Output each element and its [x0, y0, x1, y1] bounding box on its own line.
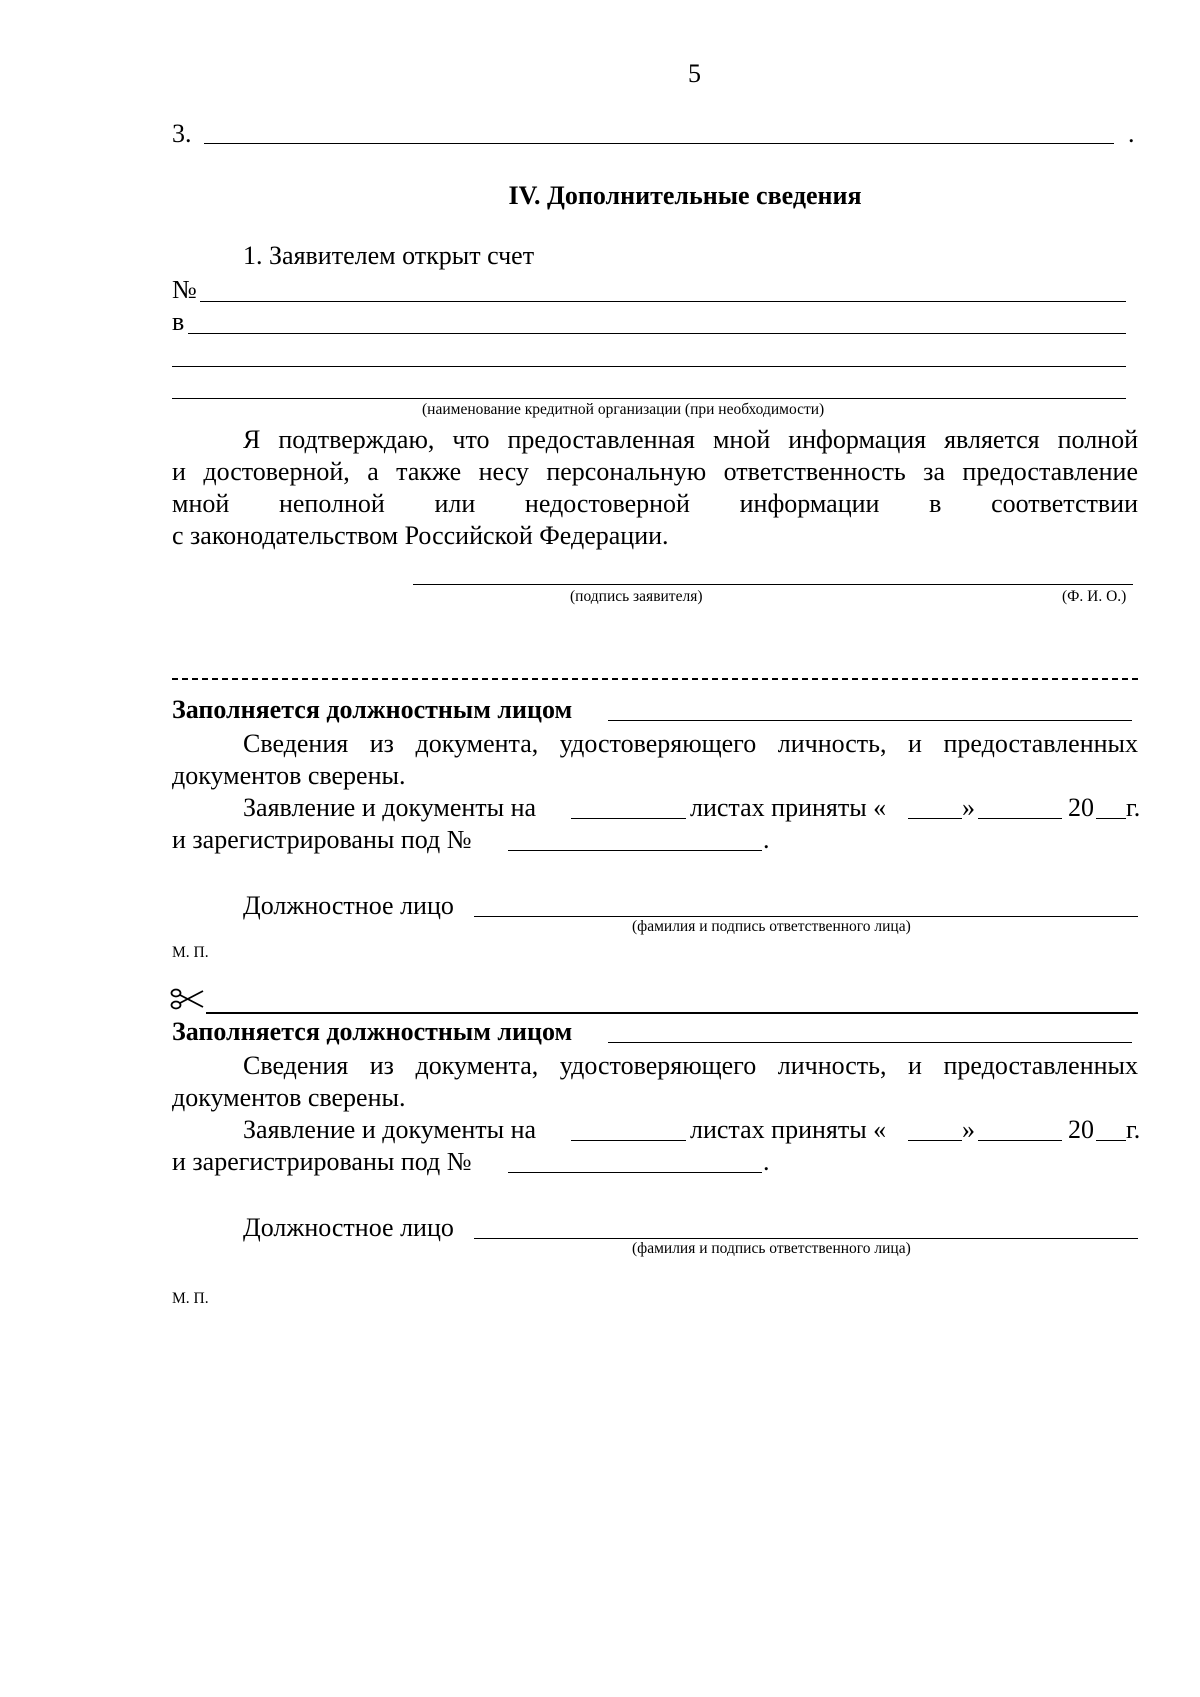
- official-label: Должностное лицо: [243, 891, 454, 920]
- section-title: IV. Дополнительные сведения: [508, 181, 862, 210]
- docs-prefix: Заявление и документы на: [243, 793, 537, 822]
- sheets-count-field[interactable]: [571, 1140, 686, 1141]
- verify-line-1: Сведения из документа, удостоверяющего личность, и предоставленных: [243, 1051, 1138, 1080]
- confirmation-line-4: с законодательством Российской Федерации.: [172, 521, 669, 550]
- stamp-label: М. П.: [172, 944, 209, 961]
- official-heading: Заполняется должностным лицом: [172, 1017, 573, 1046]
- registration-number-field[interactable]: [508, 1172, 762, 1173]
- bank-name-field-2[interactable]: [172, 366, 1126, 367]
- day-field[interactable]: [908, 1140, 962, 1141]
- bank-name-field-1[interactable]: [188, 333, 1126, 334]
- official-heading: Заполняется должностным лицом: [172, 695, 573, 724]
- confirmation-line-3: мной неполной или недостоверной информации в соответствии: [172, 489, 1138, 518]
- verify-line-1: Сведения из документа, удостоверяющего личность, и предоставленных: [243, 729, 1138, 758]
- official-heading-field[interactable]: [608, 1042, 1132, 1043]
- bank-caption: (наименование кредитной организации (при необходимости): [422, 401, 825, 418]
- confirmation-line-1: Я подтверждаю, что предоставленная мной информация является полной: [243, 425, 1138, 454]
- official-label: Должностное лицо: [243, 1213, 454, 1242]
- page-number: 5: [688, 59, 701, 88]
- confirmation-line-2: и достоверной, а также несу персональную ответственность за предоставление: [172, 457, 1138, 486]
- docs-middle: листах приняты «: [690, 793, 887, 822]
- verify-line-2: документов сверены.: [172, 1083, 406, 1112]
- stamp-label: М. П.: [172, 1290, 209, 1307]
- month-field[interactable]: [978, 818, 1062, 819]
- docs-prefix: Заявление и документы на: [243, 1115, 537, 1144]
- official-caption: (фамилия и подпись ответственного лица): [632, 918, 911, 935]
- fio-caption: (Ф. И. О.): [1062, 588, 1127, 605]
- official-signature-field[interactable]: [474, 916, 1138, 917]
- quote-close: »: [962, 793, 975, 822]
- year-prefix: 20: [1068, 793, 1094, 822]
- registered-end: .: [763, 1147, 770, 1176]
- item-3-blank[interactable]: [204, 143, 1114, 144]
- year-prefix: 20: [1068, 1115, 1094, 1144]
- sheets-count-field[interactable]: [571, 818, 686, 819]
- registered-prefix: и зарегистрированы под №: [172, 825, 472, 854]
- quote-close: »: [962, 1115, 975, 1144]
- cut-line: [206, 1012, 1138, 1014]
- item-3-end: .: [1128, 119, 1135, 148]
- official-caption: (фамилия и подпись ответственного лица): [632, 1240, 911, 1257]
- dashed-separator: [172, 678, 1138, 680]
- registered-prefix: и зарегистрированы под №: [172, 1147, 472, 1176]
- verify-line-2: документов сверены.: [172, 761, 406, 790]
- signature-caption: (подпись заявителя): [570, 588, 703, 605]
- item-3-number: 3.: [172, 119, 192, 148]
- docs-middle: листах приняты «: [690, 1115, 887, 1144]
- bank-label: в: [172, 307, 185, 336]
- registered-end: .: [763, 825, 770, 854]
- month-field[interactable]: [978, 1140, 1062, 1141]
- year-suffix: г.: [1126, 1115, 1141, 1144]
- account-intro: 1. Заявителем открыт счет: [243, 241, 535, 270]
- bank-name-field-3[interactable]: [172, 398, 1126, 399]
- official-signature-field[interactable]: [474, 1238, 1138, 1239]
- account-number-field[interactable]: [200, 301, 1126, 302]
- applicant-signature-field[interactable]: [413, 584, 1133, 585]
- year-field[interactable]: [1096, 818, 1126, 819]
- registration-number-field[interactable]: [508, 850, 762, 851]
- account-number-label: №: [172, 275, 197, 304]
- day-field[interactable]: [908, 818, 962, 819]
- scissors-icon: [170, 985, 206, 1013]
- year-suffix: г.: [1126, 793, 1141, 822]
- official-heading-field[interactable]: [608, 720, 1132, 721]
- year-field[interactable]: [1096, 1140, 1126, 1141]
